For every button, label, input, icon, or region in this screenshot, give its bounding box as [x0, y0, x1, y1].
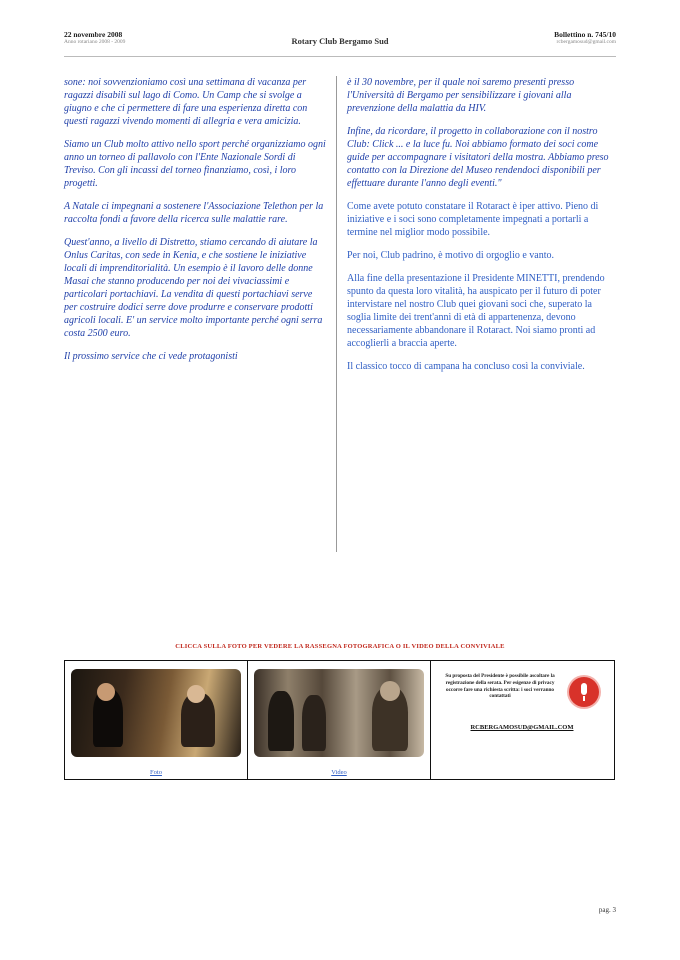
paragraph: Quest'anno, a livello di Distretto, stiamo cercando di aiutare la Onlus Caritas, con sede in Kenia, e che sostiene le iniziative locali di imprenditorialità. Un esempio è il lavoro delle donne Masai che stanno producendo per noi dei vivaciassimi e particolari portachiavi. La vendita di questi portachiavi serve per costruire dodici serre dove produrre e conservare prodotti agricoli locali. E' un service molto importante perché ogni serra costa 2500 euro.	[64, 237, 323, 339]
page-header	[64, 30, 616, 54]
paragraph: Siamo un Club molto attivo nello sport perché organizziamo ogni anno un torneo di pallavolo con l'Ente Nazionale Sordi di Treviso. Con gli incassi del torneo finanziamo, così, i loro progetti.	[64, 139, 326, 189]
paragraph: Infine, da ricordare, il progetto in collaborazione con il nostro Club: Click ... e la luce fu. Noi abbiamo formato dei soci come guide per accompagnare i visitatori della mostra. Abbiamo preso contatto con la Direzione del Museo rendendoci disponibili per effettuare durante l'anno degli eventi."	[347, 126, 609, 189]
media-banner-title: CLICCA SULLA FOTO PER VEDERE LA RASSEGNA FOTOGRAFICA O IL VIDEO DELLA CONVIVIALE	[175, 643, 505, 650]
photo-gallery-thumbnail[interactable]	[71, 669, 241, 757]
person-head	[187, 685, 205, 703]
page-number: pag. 3	[598, 906, 616, 914]
right-column	[347, 76, 611, 383]
video-thumbnail[interactable]	[254, 669, 424, 757]
header-bulletin-block	[554, 30, 616, 45]
person-head	[380, 681, 400, 701]
video-link[interactable]: Video	[331, 769, 347, 776]
photo-link[interactable]: Foto	[150, 769, 162, 776]
media-banner	[64, 660, 615, 780]
column-divider	[336, 76, 337, 552]
header-date: 22 novembre 2008	[64, 30, 123, 39]
paragraph: Il prossimo service che ci vede protagonisti	[64, 351, 238, 362]
person-head	[97, 683, 115, 701]
paragraph: Il classico tocco di campana ha concluso così la conviviale.	[347, 361, 585, 372]
header-club-name: Rotary Club Bergamo Sud	[291, 36, 389, 46]
video-cell[interactable]	[248, 661, 431, 779]
paragraph: è il 30 novembre, per il quale noi saremo presenti presso l'Università di Bergamo per sensibilizzare i giovani alla prevenzione della malattia da HIV.	[347, 77, 575, 114]
header-date-sub: Anno rotariano 2008 - 2009	[64, 39, 126, 45]
header-bulletin: Bollettino n. 745/10	[554, 30, 616, 39]
left-column	[64, 76, 328, 373]
person-silhouette	[302, 695, 326, 751]
header-rule	[64, 56, 616, 57]
paragraph: A Natale ci impegnani a sostenere l'Associazione Telethon per la raccolta fondi a favore della ricerca sulle malattie rare.	[64, 201, 324, 225]
contact-email-link[interactable]: RCBERGAMOSUD@GMAIL.COM	[470, 724, 574, 731]
photo-cell[interactable]	[65, 661, 248, 779]
microphone-icon[interactable]	[569, 677, 599, 707]
audio-info-text: Su proposta del Presidente è possibile ascoltare la registrazione della serata. Per esigenze di privacy occorre fare una richiesta scritta: i soci verranno contattati	[445, 673, 555, 700]
paragraph: Alla fine della presentazione il Presidente MINETTI, prendendo spunto da questa loro vitalità, ha auspicato per il futuro di poter intervistare nel nostro Club quei giovani soci che, superato la soglia limite dei trent'anni di età di appartenenza, devono necessariamente abbandonare il Rotaract. Noi siamo pronti ad accoglierli a braccia aperte.	[347, 273, 605, 349]
header-bulletin-sub: rcbergamosud@gmail.com	[556, 39, 616, 45]
person-silhouette	[268, 691, 294, 751]
paragraph: Per noi, Club padrino, è motivo di orgoglio e vanto.	[347, 250, 555, 261]
paragraph: sone: noi sovvenzioniamo così una settimana di vacanza per ragazzi disabili sul lago di Como. Un Camp che si svolge a giugno e che ci permettere di fare una esperienza diretta con questi ragazzi vivendo momenti di allegria e vera amicizia.	[64, 77, 308, 127]
audio-info-cell	[431, 661, 613, 779]
paragraph: Come avete potuto constatare il Rotaract è iper attivo. Pieno di iniziative e i soci sono completamente impegnati a portarli a termine nel miglior modo possibile.	[347, 201, 599, 238]
